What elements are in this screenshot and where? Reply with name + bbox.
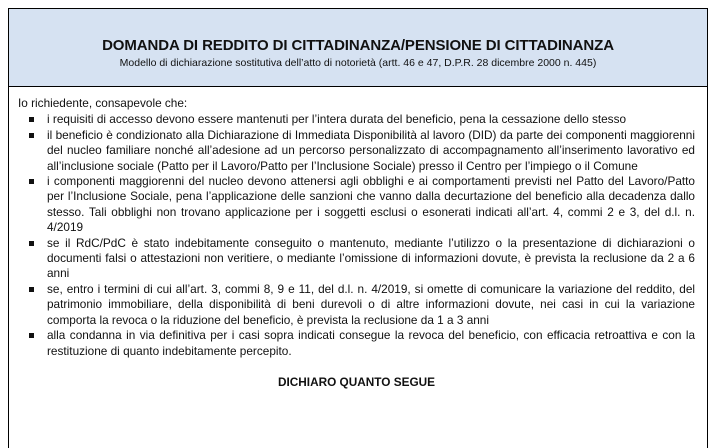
intro-text: Io richiedente, consapevole che: — [18, 96, 188, 110]
bullet-icon — [29, 117, 34, 122]
form-subtitle: Modello di dichiarazione sostitutiva dell’atto di notorietà (artt. 46 e 47, D.P.R. 28 dicembre 2000 n. 445) — [119, 57, 597, 69]
form-body — [9, 87, 707, 390]
list-item-text: i requisiti di accesso devono essere mantenuti per l’intera durata del beneficio, pena la cessazione dello stesso — [47, 112, 627, 127]
list-item — [18, 236, 695, 282]
list-item — [18, 328, 695, 359]
form-title: DOMANDA DI REDDITO DI CITTADINANZA/PENSIONE DI CITTADINANZA — [102, 37, 614, 54]
bullet-icon — [29, 333, 34, 338]
declaration-heading: DICHIARO QUANTO SEGUE — [277, 374, 436, 389]
bullet-icon — [29, 241, 34, 246]
list-item-text: se il RdC/PdC è stato indebitamente conseguito o mantenuto, mediante l’utilizzo o la presentazione di dichiarazioni o documenti falsi o attestazioni non veritiere, o mediante l’omissione di informazioni dovute, è prevista la reclusione da 2 a 6 anni — [47, 235, 695, 281]
conditions-list — [18, 112, 695, 359]
list-item-text: il beneficio è condizionato alla Dichiarazione di Immediata Disponibilità al lavoro (DID) da parte dei componenti maggiorenni del nucleo familiare nonché all’adesione ad un percorso personalizzato di accompagnamento all’inserimento lavorativo ed all’inclusione sociale (Patto per il Lavoro/Patto per l’Inclusione Sociale) presso il Centro per l’impiego o il Comune — [47, 127, 695, 173]
form-header — [9, 9, 707, 87]
bullet-icon — [29, 179, 34, 184]
list-item-text: se, entro i termini di cui all’art. 3, commi 8, 9 e 11, del d.l. n. 4/2019, si omette di comunicare la variazione del reddito, del patrimonio immobiliare, della disponibilità di beni durevoli o di altre informazioni dovute, nei casi in cui la variazione comporta la revoca o la riduzione del beneficio, è prevista la reclusione da 1 a 3 anni — [47, 281, 695, 327]
list-item — [18, 112, 695, 127]
list-item — [18, 174, 695, 236]
list-item-text: alla condanna in via definitiva per i casi sopra indicati consegue la revoca del beneficio, con efficacia retroattiva e con la restituzione di quanto indebitamente percepito. — [47, 328, 695, 358]
list-item — [18, 282, 695, 328]
list-item — [18, 128, 695, 174]
bullet-icon — [29, 287, 34, 292]
list-item-text: i componenti maggiorenni del nucleo devono attenersi agli obblighi e ai comportamenti previsti nel Patto del Lavoro/Patto per l’Inclusione Sociale, pena l’applicazione delle sanzioni che vanno dalla decurtazione del beneficio alla decadenza dallo stesso. Tali obblighi non trovano applicazione per i soggetti esclusi o esonerati indicati all’art. 4, commi 2 e 3, del d.l. n. 4/2019 — [47, 174, 695, 235]
bullet-icon — [29, 133, 34, 138]
form-frame — [8, 8, 708, 448]
